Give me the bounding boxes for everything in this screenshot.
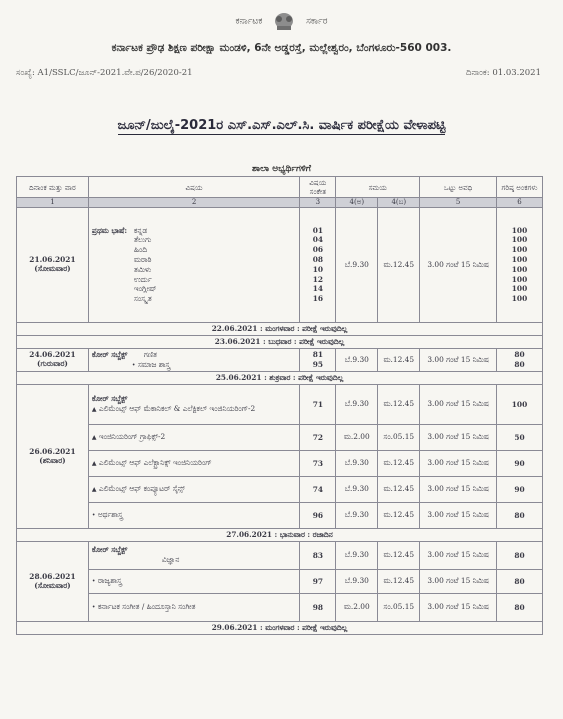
subject-item: ಎಲಿಮೆಂಟ್ಸ್ ಆಫ್ ಕಂಪ್ಯೂಟರ್ ಸೈನ್ಸ್ bbox=[98, 484, 185, 494]
subject-item: ಗಣಿತ bbox=[143, 349, 157, 359]
subject-cell bbox=[88, 476, 299, 502]
board-address: ಕರ್ನಾಟಕ ಪ್ರೌಢ ಶಿಕ್ಷಣ ಪರೀಕ್ಷಾ ಮಂಡಳಿ, 6ನೇ ಅಡ್ಡರಸ್ತೆ, ಮಲ್ಲೇಶ್ವರಂ, ಬೆಂಗಳೂರು-560 003. bbox=[111, 42, 452, 54]
subject-code: 97 bbox=[300, 569, 336, 593]
date-cell bbox=[17, 541, 89, 621]
end-time: ಮ.12.45 bbox=[378, 207, 420, 322]
max-marks: 100 bbox=[511, 254, 528, 264]
subject-item: ತೆಲುಗು bbox=[133, 235, 152, 245]
col-num: 6 bbox=[497, 198, 543, 208]
duration: 3.00 ಗಂಟೆ 15 ನಿಮಿಷ bbox=[420, 384, 497, 424]
start-time: ಬೆ.9.30 bbox=[336, 384, 378, 424]
table-row bbox=[17, 593, 543, 621]
table-row bbox=[17, 476, 543, 502]
max-marks: 100 bbox=[511, 264, 528, 274]
no-exam-note: 29.06.2021 : ಮಂಗಳವಾರ : ಪರೀಕ್ಷೆ ಇರುವುದಿಲ್ಲ bbox=[17, 621, 543, 634]
table-row bbox=[17, 450, 543, 476]
start-time: ಬೆ.9.30 bbox=[336, 348, 378, 371]
subject-item: ತಮಿಳು bbox=[133, 264, 152, 274]
triangle-bullet-icon: ▲ bbox=[91, 406, 97, 414]
subject-code: 08 bbox=[312, 254, 323, 264]
triangle-bullet-icon: ▲ bbox=[91, 434, 97, 442]
subject-item: ಎಲಿಮೆಂಟ್ಸ್ ಆಫ್ ಮೆಕಾನಿಕಲ್ & ಎಲೆಕ್ಟಿಕಲ್ ಇಂಜಿನಿಯರಿಂಗ್-2 bbox=[98, 404, 256, 414]
max-marks: 80 bbox=[497, 502, 543, 528]
subject-list bbox=[134, 226, 157, 304]
start-time: ಬೆ.9.30 bbox=[336, 569, 378, 593]
duration: 3.00 ಗಂಟೆ 15 ನಿಮಿಷ bbox=[420, 569, 497, 593]
subject-item: ಕನ್ನಡ bbox=[133, 225, 148, 235]
max-marks: 80 bbox=[497, 569, 543, 593]
table-row bbox=[17, 207, 543, 322]
start-time: ಬೆ.9.30 bbox=[336, 476, 378, 502]
end-time: ಮ.12.45 bbox=[378, 476, 420, 502]
header-code: ವಿಷಯ ಸಂಕೇತ bbox=[300, 177, 336, 198]
code-cell bbox=[300, 348, 336, 371]
subject-cell bbox=[88, 569, 299, 593]
exam-day: (ಸೋಮವಾರ) bbox=[34, 264, 71, 274]
duration: 3.00 ಗಂಟೆ 15 ನಿಮಿಷ bbox=[420, 593, 497, 621]
table-row bbox=[17, 384, 543, 424]
subject-code: 73 bbox=[300, 450, 336, 476]
subject-item: ಹಿಂದಿ bbox=[133, 245, 148, 255]
subject-cell bbox=[88, 502, 299, 528]
table-row bbox=[17, 502, 543, 528]
no-exam-note: 25.06.2021 : ಶುಕ್ರವಾರ : ಪರೀಕ್ಷೆ ಇರುವುದಿಲ್ಲ bbox=[17, 371, 543, 384]
header-duration: ಒಟ್ಟು ಅವಧಿ bbox=[420, 177, 497, 198]
subject-cell bbox=[88, 450, 299, 476]
table-row bbox=[17, 348, 543, 371]
subject-code: 01 bbox=[312, 225, 323, 235]
no-exam-row bbox=[17, 335, 543, 348]
core-subject-label: ಕೋರ್ ಸಬ್ಜೆಕ್ಟ್ bbox=[91, 349, 128, 359]
page-subtitle: ಶಾಲಾ ಅಭ್ಯರ್ಥಿಗಳಿಗೆ bbox=[251, 164, 312, 174]
subject-cell bbox=[88, 348, 299, 371]
issue-date: ದಿನಾಂಕ: 01.03.2021 bbox=[465, 68, 541, 78]
header-date: ದಿನಾಂಕ ಮತ್ತು ವಾರ bbox=[17, 177, 89, 198]
duration: 3.00 ಗಂಟೆ 15 ನಿಮಿಷ bbox=[420, 424, 497, 450]
page-title bbox=[0, 118, 563, 133]
duration: 3.00 ಗಂಟೆ 15 ನಿಮಿಷ bbox=[420, 348, 497, 371]
state-emblem-icon bbox=[271, 10, 297, 32]
header-marks: ಗರಿಷ್ಠ ಅಂಕಗಳು bbox=[497, 177, 543, 198]
subject-cell bbox=[88, 207, 299, 322]
end-time: ಮ.12.45 bbox=[378, 569, 420, 593]
subject-cell bbox=[88, 424, 299, 450]
duration: 3.00 ಗಂಟೆ 15 ನಿಮಿಷ bbox=[420, 450, 497, 476]
max-marks: 80 bbox=[497, 593, 543, 621]
no-exam-row bbox=[17, 621, 543, 634]
date-cell bbox=[17, 348, 89, 371]
subject-item: ಮರಾಠಿ bbox=[133, 254, 152, 264]
subject-code: 16 bbox=[312, 294, 323, 304]
reference-number: ಸಂಖ್ಯೆ: A1/SSLC/ಜೂನ್-2021.ವೇ.ಪ/26/2020-21 bbox=[16, 68, 193, 78]
no-exam-row bbox=[17, 371, 543, 384]
header-subject: ವಿಷಯ bbox=[88, 177, 299, 198]
first-language-label: ಪ್ರಥಮ ಭಾಷೆ: bbox=[91, 225, 128, 235]
exam-day: (ಶನಿವಾರ) bbox=[39, 455, 66, 465]
subject-item: ಕರ್ನಾಟಕ ಸಂಗೀತ / ಹಿಂದೂಸ್ತಾನಿ ಸಂಗೀತ bbox=[97, 602, 196, 612]
end-time: ಸಂ.05.15 bbox=[378, 424, 420, 450]
subject-code: 10 bbox=[312, 264, 323, 274]
max-marks: 100 bbox=[511, 274, 528, 284]
subject-code: 95 bbox=[312, 359, 323, 369]
end-time: ಮ.12.45 bbox=[378, 384, 420, 424]
table-row bbox=[17, 424, 543, 450]
header-time: ಸಮಯ bbox=[336, 177, 420, 198]
exam-date: 26.06.2021 bbox=[29, 446, 76, 456]
no-exam-note: 23.06.2021 : ಬುಧವಾರ : ಪರೀಕ್ಷೆ ಇರುವುದಿಲ್ಲ bbox=[17, 335, 543, 348]
bullet-icon: • bbox=[91, 512, 96, 520]
holiday-note: 27.06.2021 : ಭಾನುವಾರ : ರಜಾದಿನ bbox=[17, 528, 543, 541]
max-marks: 100 bbox=[511, 235, 528, 245]
subject-code: 74 bbox=[300, 476, 336, 502]
duration: 3.00 ಗಂಟೆ 15 ನಿಮಿಷ bbox=[420, 476, 497, 502]
duration: 3.00 ಗಂಟೆ 15 ನಿಮಿಷ bbox=[420, 207, 497, 322]
max-marks: 90 bbox=[497, 450, 543, 476]
max-marks: 50 bbox=[497, 424, 543, 450]
subject-code: 06 bbox=[312, 245, 323, 255]
end-time: ಸಂ.05.15 bbox=[378, 593, 420, 621]
subject-item: ಸಂಸ್ಕೃತ bbox=[133, 294, 152, 304]
exam-date: 24.06.2021 bbox=[29, 350, 76, 360]
start-time: ಬೆ.9.30 bbox=[336, 207, 378, 322]
subject-code: 83 bbox=[300, 541, 336, 569]
subject-cell bbox=[88, 593, 299, 621]
max-marks: 100 bbox=[511, 284, 528, 294]
col-num: 5 bbox=[420, 198, 497, 208]
triangle-bullet-icon: ▲ bbox=[91, 460, 97, 468]
start-time: ಮ.2.00 bbox=[336, 424, 378, 450]
subject-item: ಉರ್ದು bbox=[133, 274, 152, 284]
col-num: 4(ಅ) bbox=[336, 198, 378, 208]
subject-code: 71 bbox=[300, 384, 336, 424]
subject-code: 72 bbox=[300, 424, 336, 450]
subject-cell bbox=[88, 384, 299, 424]
date-cell bbox=[17, 207, 89, 322]
subject-item: ಸಮಾಜ ಶಾಸ್ತ್ರ bbox=[137, 359, 171, 369]
table-row bbox=[17, 541, 543, 569]
exam-date: 28.06.2021 bbox=[29, 571, 76, 581]
subject-item: ಎಲಿಮೆಂಟ್ಸ್ ಆಫ್ ಎಲೆಕ್ಟ್ರಾನಿಕ್ಸ್ ಇಂಜಿನಿಯರಿಂಗ್ bbox=[98, 458, 212, 468]
max-marks: 100 bbox=[497, 384, 543, 424]
subject-cell bbox=[88, 541, 299, 569]
max-marks: 80 bbox=[514, 359, 525, 369]
bullet-icon: • bbox=[91, 578, 96, 586]
max-marks: 80 bbox=[514, 349, 525, 359]
exam-date: 21.06.2021 bbox=[29, 255, 76, 265]
start-time: ಮ.2.00 bbox=[336, 593, 378, 621]
title-text: ಜೂನ್/ಜುಲೈ-2021ರ ಎಸ್.ಎಸ್.ಎಲ್.ಸಿ. ವಾರ್ಷಿಕ ಪರೀಕ್ಷೆಯ ವೇಳಾಪಟ್ಟಿ bbox=[117, 118, 446, 133]
code-cell bbox=[300, 207, 336, 322]
exam-day: (ಸೋಮವಾರ) bbox=[34, 580, 71, 590]
col-num: 3 bbox=[300, 198, 336, 208]
no-exam-row bbox=[17, 322, 543, 335]
column-number-row bbox=[17, 198, 543, 208]
bullet-icon: • bbox=[91, 604, 96, 612]
col-num: 1 bbox=[17, 198, 89, 208]
max-marks: 100 bbox=[511, 294, 528, 304]
end-time: ಮ.12.45 bbox=[378, 541, 420, 569]
holiday-row bbox=[17, 528, 543, 541]
header-row bbox=[17, 177, 543, 198]
max-marks: 80 bbox=[497, 541, 543, 569]
max-marks: 90 bbox=[497, 476, 543, 502]
triangle-bullet-icon: ▲ bbox=[91, 486, 97, 494]
max-marks: 100 bbox=[511, 245, 528, 255]
duration: 3.00 ಗಂಟೆ 15 ನಿಮಿಷ bbox=[420, 541, 497, 569]
col-num: 4(ಬ) bbox=[378, 198, 420, 208]
subject-item: ಅರ್ಥಶಾಸ್ತ್ರ bbox=[97, 510, 123, 520]
gov-label-left: ಕರ್ನಾಟಕ bbox=[235, 16, 263, 27]
start-time: ಬೆ.9.30 bbox=[336, 541, 378, 569]
table-row bbox=[17, 569, 543, 593]
timetable bbox=[16, 176, 543, 635]
exam-day: (ಗುರುವಾರ) bbox=[37, 359, 68, 369]
subject-code: 98 bbox=[300, 593, 336, 621]
subject-code: 81 bbox=[312, 349, 323, 359]
subject-code: 96 bbox=[300, 502, 336, 528]
start-time: ಬೆ.9.30 bbox=[336, 450, 378, 476]
max-marks: 100 bbox=[511, 225, 528, 235]
core-subject-label: ಕೋರ್ ಸಬ್ಜೆಕ್ಟ್ bbox=[91, 545, 128, 555]
duration: 3.00 ಗಂಟೆ 15 ನಿಮಿಷ bbox=[420, 502, 497, 528]
start-time: ಬೆ.9.30 bbox=[336, 502, 378, 528]
subject-code: 12 bbox=[312, 274, 323, 284]
subject-code: 04 bbox=[312, 235, 323, 245]
government-header bbox=[0, 10, 563, 32]
subject-item: ರಾಜ್ಯಶಾಸ್ತ್ರ bbox=[97, 576, 122, 586]
subject-item: ಇಂಜಿನಿಯರಿಂಗ್ ಗ್ರಾಫಿಕ್ಸ್-2 bbox=[98, 432, 166, 442]
date-cell bbox=[17, 384, 89, 528]
subject-item: ವಿಜ್ಞಾನ bbox=[161, 555, 180, 565]
core-subject-label: ಕೋರ್ ಸಬ್ಜೆಕ್ಟ್ bbox=[91, 394, 128, 404]
gov-label-right: ಸರ್ಕಾರ bbox=[306, 16, 328, 27]
end-time: ಮ.12.45 bbox=[378, 348, 420, 371]
subject-item: ಇಂಗ್ಲೀಷ್ bbox=[133, 284, 157, 294]
col-num: 2 bbox=[88, 198, 299, 208]
marks-cell bbox=[497, 348, 543, 371]
end-time: ಮ.12.45 bbox=[378, 502, 420, 528]
marks-cell bbox=[497, 207, 543, 322]
bullet-icon: • bbox=[131, 361, 136, 369]
subject-code: 14 bbox=[312, 284, 323, 294]
no-exam-note: 22.06.2021 : ಮಂಗಳವಾರ : ಪರೀಕ್ಷೆ ಇರುವುದಿಲ್ಲ bbox=[17, 322, 543, 335]
end-time: ಮ.12.45 bbox=[378, 450, 420, 476]
